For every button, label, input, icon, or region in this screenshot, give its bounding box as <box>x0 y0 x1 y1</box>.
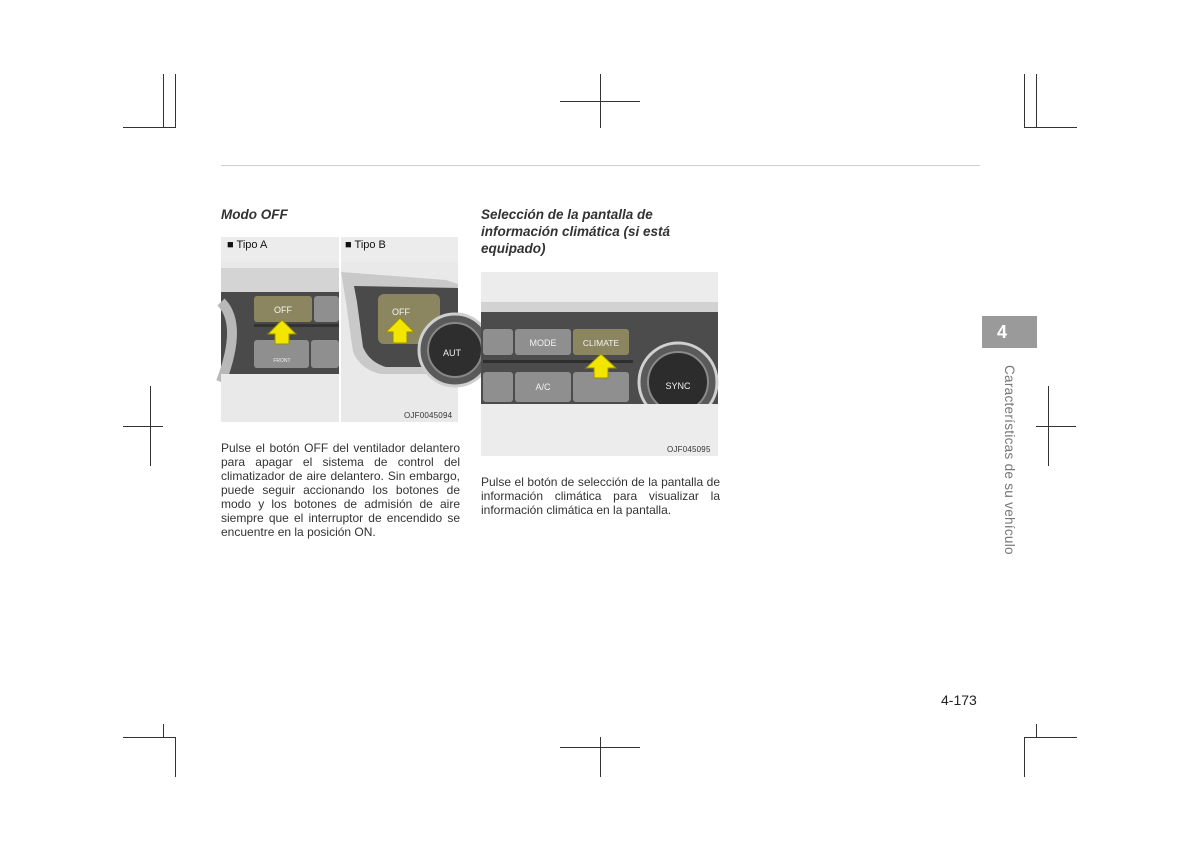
climate-label: CLIMATE <box>582 338 620 348</box>
heading-line: Selección de la pantalla de <box>481 207 653 222</box>
crop-mark <box>123 127 176 128</box>
paragraph-off-mode: Pulse el botón OFF del ventilador delantero para apagar el sistema de control del climatizador de aire delantero. Sin embargo, puede seguir accionando los botones de modo y los botones de admisión de aire siempre que el interruptor de encendido se encuentre en la posición ON. <box>221 441 460 539</box>
off-button-illustration <box>221 262 461 422</box>
crop-mark <box>1024 127 1077 128</box>
crop-mark <box>1024 737 1025 777</box>
figure-code-right: OJF045095 <box>667 445 711 454</box>
ac-label: A/C <box>535 382 551 392</box>
chapter-tab <box>982 316 1037 348</box>
chapter-title: Características de su vehículo <box>1002 365 1017 555</box>
figure-code-left: OJF0045094 <box>404 411 453 420</box>
crop-mark <box>175 74 176 128</box>
off-label-a: OFF <box>274 305 292 315</box>
heading-line: equipado) <box>481 241 546 256</box>
crop-mark <box>560 101 640 102</box>
climate-button-illustration <box>481 272 718 456</box>
crop-mark <box>600 737 601 777</box>
section-heading-climate <box>481 206 721 257</box>
mode-label: MODE <box>529 338 557 348</box>
front-label: FRONT <box>273 358 291 364</box>
crop-mark <box>1036 426 1076 427</box>
paragraph-climate: Pulse el botón de selección de la pantalla de información climática para visualizar la información climática en la pantalla. <box>481 475 720 517</box>
figure-label-a: ■ Tipo A <box>227 239 268 251</box>
page-number: 4-173 <box>941 692 977 708</box>
crop-mark <box>1036 724 1037 738</box>
section-heading-off: Modo OFF <box>221 207 288 222</box>
crop-mark <box>1036 74 1037 128</box>
heading-line: información climática (si está <box>481 224 671 239</box>
crop-mark <box>163 74 164 128</box>
crop-mark <box>123 737 176 738</box>
crop-mark <box>1024 74 1025 128</box>
chapter-number: 4 <box>997 321 1008 342</box>
crop-mark <box>175 737 176 777</box>
header-rule <box>221 165 980 166</box>
off-label-b: OFF <box>392 307 410 317</box>
auto-label: AUT <box>443 348 461 358</box>
crop-mark <box>123 426 163 427</box>
crop-mark <box>1024 737 1077 738</box>
crop-mark <box>163 724 164 738</box>
figure-label-b: ■ Tipo B <box>345 239 386 251</box>
crop-mark <box>560 747 640 748</box>
sync-label: SYNC <box>665 381 691 391</box>
